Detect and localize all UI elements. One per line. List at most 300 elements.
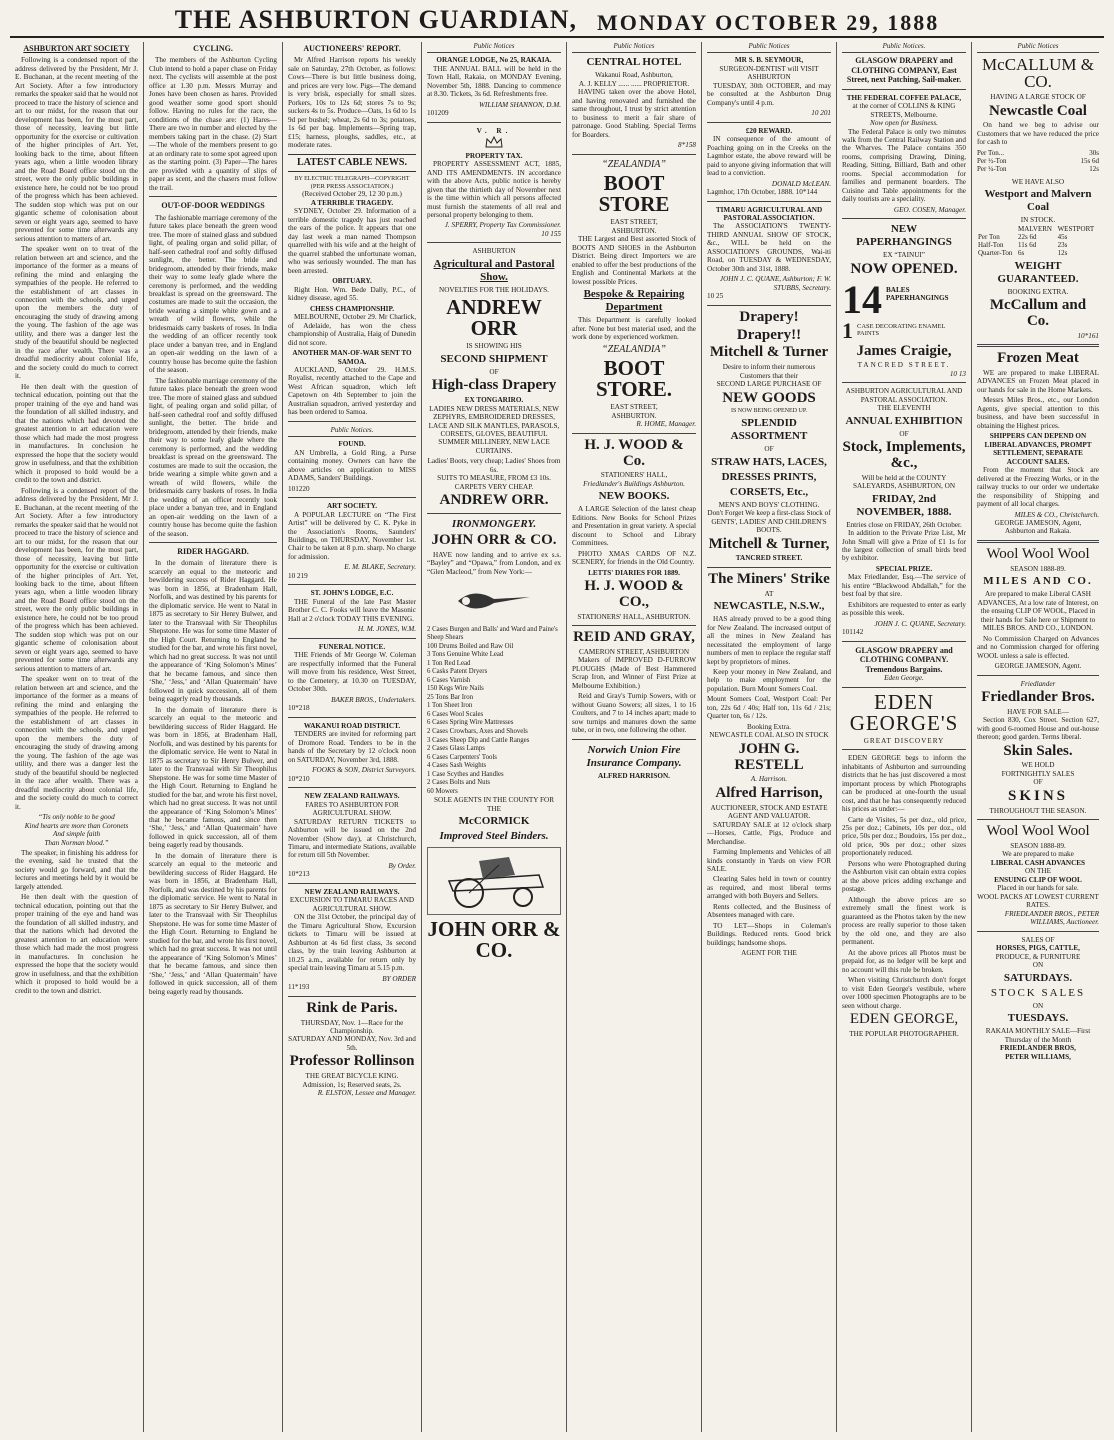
show-title: Agricultural and Pastoral Show. — [433, 257, 555, 283]
central-num: 8*158 — [678, 141, 696, 150]
is-now: IS NOW BEING OPENED UP. — [730, 408, 808, 415]
price-row — [977, 165, 1099, 173]
coffee-sig: GEO. COSEN, Manager. — [893, 205, 966, 214]
nzr2-sub: EXCURSION TO TIMARU RACES AND AGRICULTURAL SHOW. — [289, 896, 415, 913]
rider-text: In the domain of literature there is scarcely an equal to the meteoric and bewildering success of Rider Haggard. He was born in 1856, at Bradenham Hall, Norfolk, and was destined by his parents for the diplomatic service. He went to Natal in 1875 as secretary to Sir Henry Bulwer, and later to the Transvaal with Sir Theophilus Shepstone. He was for some time Master of the High Court. Returning to England he studied for the bar, and wrote his first novel, which had no great success. It was not until the appearance of ‘King Solomon’s Mines’ that he became famous, and since then ‘She,’ ‘Jess,’ and ‘Allan Quatermain’ have followed in quick succession, all of them being eagerly read by thousands. — [149, 559, 277, 704]
cable-received: (Received October 29, 12 30 p.m.) — [302, 190, 402, 199]
seymour-num: 10 201 — [811, 109, 831, 118]
bespoke-text: This Department is carefully looked after. None but best material used, and the work done by experienced workmen. — [572, 316, 696, 342]
hjw-2: H. J. WOOD & CO., — [584, 578, 684, 610]
eden-text: EDEN GEORGE begs to inform the inhabitants of Ashburton and surrounding districts that he has just discovered a most important process by which Photographs can be produced at one-fourth the usual cost, and that he has consequently reduced his prices as under:— — [842, 754, 966, 814]
also: WE HAVE ALSO — [1011, 177, 1065, 186]
annual-ex: ANNUAL EXHIBITION — [845, 414, 963, 427]
price-value: 15s 6d — [1080, 157, 1099, 166]
orr-second: SECOND SHIPMENT — [440, 352, 548, 365]
price-value: 12s — [1089, 165, 1099, 174]
divider — [427, 122, 561, 123]
agent-for: AGENT FOR THE — [741, 949, 797, 958]
of: OF — [1033, 778, 1043, 787]
list-item: 4 Cases Sash Weights — [427, 762, 487, 770]
found-num: 101220 — [288, 484, 310, 493]
ashburton: ASHBURTON. — [611, 226, 657, 235]
stock-sales: STOCK SALES — [990, 986, 1086, 999]
assoc-text: The ASSOCIATION'S TWENTY-THIRD ANNUAL SHOW OF STOCK, &c., WILL be held on the ASSOCIATION'S GROUNDS, Wai-iti Road, on TUESDAY & WEDNESDAY, October 30th and 31st, 1888. — [707, 222, 831, 273]
column-boot-store — [567, 42, 702, 1432]
divider — [842, 382, 966, 383]
poem — [15, 813, 138, 847]
special-title: SPECIAL PRIZE. — [875, 564, 933, 573]
drapery-2: Drapery!! — [736, 326, 802, 343]
table-cell: Half-Ton — [978, 241, 1004, 250]
jameson-town: Ashburton and Rakaia. — [1004, 527, 1072, 536]
commission: No Commission Charged on Advances and no Commission charged for offering WOOL unless a sale is effected. — [977, 634, 1099, 660]
lodge-sig: H. M. JONES, W.M. — [357, 625, 416, 634]
divider — [572, 625, 696, 626]
exhibitors-text: Exhibitors are requested to enter as early as possible this week. — [842, 600, 966, 618]
weddings-text-cont: The fashionable marriage ceremony of the future takes place beneath the green wood tree. The more of stained glass and subdued light, of pealing organ and solid pillar, of half-seen cathedral roof and softly diffused sunlight, the better. The bride and bridegroom, attended by their friends, make their way to some leafy glade where the ceremony is performed, and the wedding breakfast is spread on the greensward. The costumes are made to suit the occasion, the bride wearing a simple white gown and a wreath of wild flowers, while the bridesmaids carry baskets of roses. In India the wedding of an officer recently took place under a banyan tree, and in England an open-air wedding on the lawn of a country house has become quite the fashion of the season. — [149, 376, 277, 538]
auctioneers-text: Mr Alfred Harrison reports his weekly sale on Saturday, 27th October, as follows: Cows—There is but little business doing, and prices are very low. Pigs—The demand is very brisk, especially for small sizes. Porkers, 10s to 12s 6d; stores 7s to 9s; suckers 4s to 5s. Produce—Oats, 1s 6d to 1s 9d per bushel; wheat, 2s 6d to 3s; potatoes, 1s 6d per bag. Implements—Spring trap, £15; harness, ploughs, saddles, etc., at moderate rates. — [288, 56, 416, 150]
divider — [288, 717, 416, 718]
corsets: CORSETS, Etc., — [729, 485, 809, 498]
divider — [572, 739, 696, 740]
eleventh: THE ELEVENTH — [877, 404, 931, 413]
miles2-text: Are prepared to make Liberal CASH ADVANCES, At a low rate of Interest, on the ensuing CLIP OF WOOL, Placed in their hands for Sale here or Shipment to MILES BROS. AND CO., LONDON. — [977, 590, 1099, 633]
rink-line-2: SATURDAY AND MONDAY, Nov. 3rd and 5th. — [288, 1035, 416, 1052]
frozen-title: Frozen Meat — [997, 350, 1079, 366]
wool-title: Wool Wool Wool — [986, 545, 1090, 562]
one: 1 — [842, 317, 853, 343]
eden-text-3: Although the above prices are so extremely small the finest work is guaranteed as the Photos taken by the new process are really superior to those taken by the old one, and they are also permanent. — [842, 895, 966, 947]
hjw-sub: STATIONERS' HALL, — [600, 471, 668, 480]
artsoc-text: A POPULAR LECTURE on “The First Artist” will be delivered by C. K. Pyke in the Association's Rooms, Saunders' Buildings, on THURSDAY, November 1st. Chair to be taken at 8 p.m. sharp. No charge for admission. — [288, 510, 416, 561]
harrison-small: A. Harrison. — [750, 775, 788, 784]
friedlander-small: Friedlander — [1020, 679, 1056, 688]
on-2: ON — [1032, 1001, 1044, 1010]
orange-lodge-text: THE ANNUAL BALL will be held in the Town Hall, Rakaia, on MONDAY Evening, November 5th, 1888. Dancing to commence at 8.30. Tickets, 3s 6d. Refreshments free. — [427, 64, 561, 99]
season: SEASON 1888-89. — [1010, 564, 1066, 573]
column-exhibition — [837, 42, 972, 1432]
funeral-sig: BAKER BROS., Undertakers. — [331, 695, 416, 704]
orr-of: OF — [489, 367, 499, 376]
great-discovery: GREAT DISCOVERY — [863, 736, 945, 745]
central-text: HAVING taken over the above Hotel, and having renovated and furnished the same throughout, I trust by strict attention to business to merit a fair share of patronage. Good Stabling. Special Terms for Boarders. — [572, 88, 696, 139]
cycling-text: The members of the Ashburton Cycling Club intend to hold a paper chase on Friday next. The cyclists will assemble at the post office at 1.30 p.m. Messrs Murray and Jones have been chosen as hares. Provided good weather some good sport should follow. Having no rules for the race, the conditions of the chase are: (1) Hares—There are two in number and elected by the members taking part in the chase. (2) Start—The whole of the members present to go at an ordinary rate to some spot agreed upon as the starting point. (3) Paper—The hares are provided with a quantity of slips of paper as scent, and the chasers must follow the trail. — [149, 56, 277, 192]
bales: BALES PAPERHANGINGS — [886, 285, 949, 302]
boot-store: BOOT STORE — [598, 171, 670, 217]
art-society-closing: The speaker, in finishing his address for the evening, said he trusted that the society would go forward, and that the lectures and meetings held by it would be largely attended. — [15, 849, 138, 891]
table-cell: Quarter-Ton — [978, 249, 1013, 258]
list-item: 6 Cases Wool Scales — [427, 710, 484, 718]
east-street-2: EAST STREET, — [610, 403, 658, 412]
xmas-text: PHOTO XMAS CARDS OF N.Z. SCENERY, for friends in the Old Country. — [572, 549, 696, 567]
orr-carpets: CARPETS VERY CHEAP. — [454, 482, 534, 491]
dresses: DRESSES PRINTS, — [721, 470, 817, 483]
east-street: EAST STREET, — [610, 218, 658, 227]
artsoc-sig: E. M. BLAKE, Secretary. — [344, 563, 416, 572]
stock: Stock, Implements, &c., — [842, 439, 966, 471]
table-cell: 45s — [1057, 232, 1068, 241]
cycling-title: CYCLING. — [193, 44, 233, 53]
column-head: Public Notices — [427, 42, 561, 53]
mt-second: SECOND LARGE PURCHASE OF — [716, 380, 822, 389]
lodge-text: THE Funeral of the late Past Master Brother C. C. Fooks will leave the Masonic Hall at 2 o'clock TODAY THIS EVENING. — [288, 597, 416, 623]
produce: PRODUCE, & FURNITURE — [995, 952, 1081, 961]
boot-store-2: BOOT STORE. — [595, 356, 673, 402]
glasgow-title: GLASGOW DRAPERY and CLOTHING COMPANY, East Street, next Patching, Sail-maker. — [846, 56, 962, 85]
art-society-para-2-repeat: The speaker went on to treat of the relation between art and science, and the importance of the former as a means of refining the mind and enlarging the sympathies of the people. He referred to the establishment of art classes in connection with the schools, and urged upon the members the duty of encouraging the study of drawing among the young. The fashion of the age was utility, and there was a danger lest the study of the beautiful should be neglected in the race after wealth. There was a dreadful mediocrity about colonial life, and the society could do much to correct it. — [15, 675, 138, 811]
table-row — [977, 233, 1099, 241]
let-text: TO LET—Shops in Coleman's Buildings. Reduced rents. Good brick buildings; handsome shops. — [707, 921, 831, 947]
divider — [572, 154, 696, 155]
list-item: 1 Case Scythes and Handles — [427, 770, 504, 778]
reward-title: £20 REWARD. — [745, 126, 793, 135]
mt-title: Mitchell & Turner — [709, 344, 829, 361]
straw: STRAW HATS, LACES, — [711, 455, 827, 468]
orr-drapery: High-class Drapery — [431, 377, 557, 394]
public-notices-head: Public Notices. — [288, 426, 416, 437]
orr-big: ANDREW ORR — [446, 295, 542, 341]
clearing-text: Clearing Sales held in town or country as required, and most liberal terms arranged with both Buyers and Sellers. — [707, 875, 831, 901]
art-society-para-2: The speaker went on to treat of the relation between art and science, and the importance of the former as a means of refining the mind and enlarging the sympathies of the people. He referred to the establishment of art classes in connection with the schools, and urged upon the members the duty of encouraging the study of drawing among the young. The fashion of the age was utility, and there was a danger lest the study of the beautiful should be neglected in the race after wealth. There was a dreadful mediocrity about colonial life, and the society could do much to correct it. — [15, 245, 138, 381]
in-stock: IN STOCK. — [1020, 216, 1056, 225]
eden-text-4: At the above prices all Photos must be prepaid for, as no ledger will be kept and no account will this rule be broken. — [842, 948, 966, 974]
glasgow-2: GLASGOW DRAPERY and CLOTHING COMPANY. Tremendous Bargains. — [855, 645, 953, 674]
weight: WEIGHT GUARANTEED. — [997, 259, 1079, 285]
art-society-title: ASHBURTON ART SOCIETY — [23, 44, 130, 53]
list-item: 1 Ton Red Lead — [427, 659, 471, 667]
nzr2-headline: NEW ZEALAND RAILWAYS. — [304, 887, 400, 896]
mccormick: McCORMICK — [458, 815, 530, 828]
reward-sig: DONALD McLEAN. — [771, 179, 831, 188]
reid-text-2: Reid and Gray's Turnip Sowers, with or without Guano Sowers; all sizes, 1 to 16 Coulters, and 7 to 14 inches apart; made to sow turnips and manures down the same tube, or in two, one following the other. — [572, 692, 696, 735]
bales-row — [842, 276, 966, 322]
table-cell: Per Ton — [978, 232, 1000, 241]
coffee-open: Now open for Business. — [870, 119, 938, 128]
shears-icon — [427, 580, 561, 622]
wakanui-headline: WAKANUI ROAD DISTRICT. — [303, 721, 401, 730]
list-item: 2 Cases Burgen and Balls' and Ward and Paine's Sheep Shears — [427, 626, 558, 642]
price-label: Per ½-Ton — [977, 157, 1007, 166]
bespoke-title: Bespoke & Repairing Department — [583, 288, 685, 314]
eden-prices: Carte de Visites, 5s per doz., old price, 25s per doz.; Cabinets, 10s per doz., old price, 50s per doz.; Boudoirs, 15s per doz., old price, 90s per doz.; other sizes proportionately reduced. — [842, 815, 966, 858]
table-row — [977, 249, 1099, 257]
seymour-text: TUESDAY, 30th OCTOBER, and may be consulted at the Ashburton Drug Company's until 4 p.m. — [707, 81, 831, 107]
table-cell — [977, 225, 1017, 233]
divider — [288, 883, 416, 884]
mt-2: Mitchell & Turner, — [708, 535, 830, 552]
poem-line: Kind hearts are more than Coronets — [24, 821, 129, 830]
coffee-title: THE FEDERAL COFFEE PALACE, — [846, 93, 962, 102]
miles2-title: MILES AND CO. — [983, 575, 1093, 588]
price-row — [977, 149, 1099, 157]
boot-text: THE Largest and Best assorted Stock of BOOTS AND SHOES in the Ashburton District. Being direct Importers we are enabled to offer the best productions of the English and Continental Markets at the lowest possible Prices. — [572, 235, 696, 286]
tax-text: PROPERTY ASSESSMENT ACT, 1885, AND ITS AMENDMENTS. IN accordance with the above Acts, public notice is hereby given that the thirtieth day of November next is the time within which all persons affected must furnish the statements of all real and personal property belonging to them. — [427, 160, 561, 219]
orr-ex: EX TONGARIRO. — [464, 396, 524, 405]
table-cell: MALVERN — [1018, 224, 1052, 233]
list-item: 2 Cases Glass Lamps — [427, 745, 485, 753]
miles-sig: MILES & CO., Christchurch. — [1014, 510, 1099, 519]
central-prop: A. J. KELLY ...... ...... PROPRIETOR. — [578, 79, 690, 88]
assoc-sig: JOHN J. C. QUANE, Ashburton; F. W. STUBBS, Secretary. — [719, 275, 831, 292]
divider — [288, 638, 416, 639]
column-head: Public Notices — [977, 42, 1099, 53]
rider-text-cont: In the domain of literature there is scarcely an equal to the meteoric and bewildering success of Rider Haggard. He was born in 1856, at Bradenham Hall, Norfolk, and was destined by his parents for the diplomatic service. He went to Natal in 1875 as secretary to Sir Henry Bulwer, and later to the Transvaal with Sir Theophilus Shepstone. He was for some time Master of the High Court. Returning to England he studied for the bar, and wrote his first novel, which had no great success. It was not until the appearance of ‘King Solomon’s Mines’ that he became famous, and since then ‘She,’ ‘Jess,’ and ‘Allan Quatermain’ have followed in quick succession, all of them being eagerly read by thousands. — [149, 705, 277, 850]
newcastle-coal: Newcastle Coal — [989, 102, 1087, 119]
will-be: Will be held at the COUNTY SALEYARDS, ASHBURTON, ON — [852, 473, 956, 491]
coal-text: Keep your money in New Zealand, and help to make employment for the population. Burn Mount Somers Coal. — [707, 667, 831, 693]
fourteen: 14 — [842, 276, 882, 322]
wakanui-text: TENDERS are invited for reforming part of Dromore Road. Tenders to be in the hands of the Secretary by 12 o'clock noon on SATURDAY, November 3rd, 1888. — [288, 730, 416, 764]
packs: WOOL PACKS AT LOWEST CURRENT RATES. — [977, 892, 1099, 910]
newcastle: NEWCASTLE, N.S.W., — [713, 600, 825, 613]
reward-text: IN consequence of the amount of Poaching going on in the Creeks on the Lagmhor estate, the above reward will be paid to anyone giving information that will lead to a conviction. — [707, 135, 831, 178]
jameson-2: GEORGE JAMESON, Agent. — [994, 662, 1082, 671]
column-head: Public Notices — [707, 42, 831, 53]
friday: FRIDAY, 2nd NOVEMBER, 1888. — [856, 492, 952, 518]
prizes-text: In addition to the Private Prize List, Mr John Small will give a Prize of £1 1s for the largest collection of small birds bred by exhibitor. — [842, 529, 966, 563]
paper-title: NEW PAPERHANGINGS — [856, 223, 952, 249]
joc-title: JOHN ORR & CO. — [431, 532, 557, 549]
mccallum-title: McCALLUM & CO. — [982, 55, 1094, 92]
divider — [842, 687, 966, 688]
tax-sig: J. SPERRY, Property Tax Commissioner. — [444, 221, 561, 230]
placed: Placed in our hands for sale. — [997, 884, 1079, 893]
divider — [427, 513, 561, 514]
having: HAVING A LARGE STOCK OF — [990, 93, 1086, 102]
nzr2-text: ON the 31st October, the principal day of the Timaru Agricultural Show, Excursion tickets to Timaru will be issued at Ashburton at 4s 6d first class, 3s second class, by the train leaving Ashburton at 10.25 a.m., available for return only by special train leaving Timaru at 5.15 p.m. — [288, 913, 416, 973]
vr-line: V. R. — [476, 126, 512, 135]
tax-headline: PROPERTY TAX. — [465, 151, 523, 160]
booking: BOOKING EXTRA. — [1007, 287, 1069, 296]
drapery-1: Drapery! — [739, 308, 799, 325]
case: CASE DECORATING ENAMEL PAINTS — [857, 322, 946, 338]
new-goods: NEW GOODS — [722, 389, 816, 406]
divider — [977, 540, 1099, 543]
cable-press: (PER PRESS ASSOCIATION.) — [310, 182, 394, 190]
tax-num: 10 155 — [541, 229, 561, 238]
divider — [288, 787, 416, 788]
tuesdays: TUESDAYS. — [1007, 1012, 1069, 1025]
wool-2-title: Wool Wool Wool — [986, 823, 1090, 840]
farming-text: Farming Implements and Vehicles of all kinds constantly in Yards on view FOR SALE. — [707, 848, 831, 873]
wakanui-num: 10*210 — [288, 774, 310, 783]
divider — [977, 675, 1099, 676]
miners-text: HAS already proved to be a good thing for New Zealand. The increased output of all the mines in New Zealand has necessitated the employment of large numbers of men to replace the regular staff kept by proprietors of mines. — [707, 615, 831, 666]
orr-boots: Ladies' Boots, very cheap; Ladies' Shoes from 6s. — [427, 457, 561, 474]
ironmongery-title: IRONMONGERY. — [451, 518, 537, 531]
sales-of: SALES OF — [1021, 935, 1055, 944]
divider — [842, 749, 966, 750]
mccallum-2: McCallum and Co. — [989, 297, 1087, 329]
frozen-text: WE are prepared to make LIBERAL ADVANCES on Frozen Meat placed in our hands for sale in the Home Markets. — [977, 368, 1099, 394]
reid-text: Makers of IMPROVED D-FURROW PLOUGHS (Made of Best Hammered Scrap Iron, and Winner of First Prize at Melbourne Exhibition.) — [572, 656, 696, 690]
price-label: Per ¼-Ton — [977, 165, 1007, 174]
alfred-bottom: ALFRED HARRISON. — [598, 771, 670, 780]
newcastle-coal: NEWCASTLE COAL ALSO IN STOCK — [709, 731, 829, 740]
nzr1-sub: FARES TO ASHBURTON FOR AGRICULTURAL SHOW. — [305, 800, 399, 818]
orange-lodge-headline: ORANGE LODGE, No 25, RAKAIA. — [436, 56, 552, 65]
divider — [707, 201, 831, 202]
list-item: 2 Cases Bolts and Nuts — [427, 779, 491, 787]
divider — [707, 567, 831, 568]
weddings-title: OUT-OF-DOOR WEDDINGS — [161, 201, 265, 211]
auctioneers-title: AUCTIONEERS' REPORT. — [303, 44, 401, 53]
rink-headline: Rink de Paris. — [306, 999, 398, 1016]
special-text: Max Friedlander, Esq.—The service of his entire “Blackwood Abdallah,” for the best foal by that sire. — [842, 573, 966, 599]
mc-num: 10*161 — [1077, 331, 1099, 340]
list-item: 1 Ton Sheet Iron — [427, 702, 473, 710]
sale-text: SATURDAY SALE at 12 o'clock sharp—Horses, Cattle, Pigs, Produce and Merchandise. — [707, 820, 831, 846]
poem-line: Than Norman blood.” — [44, 838, 109, 847]
coal-table — [977, 225, 1099, 258]
newspaper-date: MONDAY OCTOBER 29, 1888 — [597, 10, 940, 36]
alfred-sub: AUCTIONEER, STOCK AND ESTATE AGENT AND VALUATOR. — [710, 803, 828, 821]
manowar-headline: ANOTHER MAN-OF-WAR SENT TO SAMOA. — [292, 349, 412, 366]
list-item: 60 Mowers — [427, 787, 458, 795]
case-row — [842, 317, 966, 343]
paper-ex: EX “TAINUI” — [883, 251, 925, 260]
divider — [149, 542, 277, 543]
seymour-title: MR S. B. SEYMOUR, — [734, 56, 804, 65]
weddings-text: The fashionable marriage ceremony of the future takes place beneath the green wood tree. The more of stained glass and subdued light, of pealing organ and solid pillar, of half-seen cathedral roof and softly diffused sunlight, the better. The bride and bridegroom, attended by their friends, make their way to some leafy glade where the ceremony is performed, and the wedding breakfast is spread on the greensward. The costumes are made to suit the occasion, the bride wearing a simple white gown and a wreath of wild flowers, while the bridesmaids carry baskets of roses. In India the wedding of an officer recently took place under a banyan tree, and in England an open-air wedding on the lawn of a country house has become quite the fashion of the season. — [149, 213, 277, 375]
eden-title: EDEN GEORGE'S — [849, 689, 959, 735]
column-news — [283, 42, 422, 1432]
columns — [10, 42, 1104, 1432]
column-cycling — [144, 42, 283, 1432]
divider — [288, 497, 416, 498]
column-head: Public Notices — [572, 42, 696, 53]
joc-items — [427, 626, 561, 795]
price-value: 30s — [1089, 148, 1099, 157]
booking: Booking Extra. — [747, 722, 791, 731]
now-opened: NOW OPENED. — [850, 260, 958, 277]
rink-professor: Professor Rollinson — [289, 1053, 415, 1070]
nzr1-headline: NEW ZEALAND RAILWAYS. — [304, 792, 400, 801]
divider — [572, 433, 696, 434]
sections: Section 830, Cox Street. Section 627, with good 6-roomed House and out-house thereon; good garden. Terms liberal. — [977, 716, 1099, 742]
miners-title: The Miners' Strike — [708, 570, 830, 587]
obituary-text: Right Hon. Wm. Bede Dally, P.C., of kidney disease, aged 55. — [288, 285, 416, 303]
list-item: 6 Cases Varnish — [427, 676, 471, 684]
of: OF — [899, 429, 909, 438]
at: AT — [764, 589, 774, 598]
artsoc-headline: ART SOCIETY. — [326, 502, 378, 511]
cable-title: LATEST CABLE NEWS. — [288, 154, 416, 172]
sole-agents: SOLE AGENTS IN THE COUNTY FOR THE — [434, 796, 554, 813]
eden-small: Eden George. — [884, 674, 924, 683]
of-1: OF — [764, 445, 774, 454]
orange-lodge-sig: WILLIAM SHANNON, D.M. — [478, 100, 561, 109]
divider — [427, 242, 561, 243]
eden-text-2: Persons who were Photographed during the Ashburton visit can obtain extra copies at the above prices adding exchange and postage. — [842, 859, 966, 894]
newspaper-title: THE ASHBURTON GUARDIAN, — [174, 5, 578, 35]
popular: THE POPULAR PHOTOGRAPHER. — [849, 1029, 959, 1038]
have-sale: HAVE FOR SALE— — [1007, 707, 1069, 716]
nzr1-sig: By Order. — [388, 861, 416, 870]
divider — [977, 931, 1099, 932]
list-item: 150 Kegs Wire Nails — [427, 685, 484, 693]
divider — [707, 305, 831, 306]
joc-bottom: JOHN ORR & CO. — [427, 917, 561, 963]
zealandia-2: “ZEALANDIA” — [602, 343, 666, 355]
letts-text: LETTS' DIARIES FOR 1889. — [588, 568, 680, 577]
zealandia: “ZEALANDIA” — [602, 158, 666, 170]
from-text: From the moment that Stock are delivered at the Freezing Works, or in the railway trucks to our order we undertake the responsibility of Shipping and payment of all local charges. — [977, 466, 1099, 509]
central-sub: Wakanui Road, Ashburton, — [595, 71, 673, 80]
ensuing: ENSUING CLIP OF WOOL — [994, 875, 1082, 884]
table-row — [977, 241, 1099, 249]
books-title: NEW BOOKS. — [598, 490, 670, 503]
orr-list: LADIES NEW DRESS MATERIALS, NEW ZEPHYRS, EMBROIDERED DRESSES, LACE AND SILK MANTLES, PARASOLS, CORSETS, GLOVES, BEAUTIFUL SUMMER MILLINERY, NEW LACE CURTAINS. — [428, 404, 560, 455]
holiday-line: NOVELTIES FOR THE HOLIDAYS. — [439, 285, 549, 294]
chess-headline: CHESS CHAMPIONSHIP. — [309, 304, 394, 313]
assoc-title: TIMARU AGRICULTURAL AND PASTORAL ASSOCIATION. — [715, 205, 823, 222]
column-head: Public Notices. — [842, 42, 966, 53]
eden-text-5: When visiting Christchurch don't forget to visit Eden George's vestibule, where over 1000 specimen Photographs are to be seen without charge. — [842, 976, 966, 1010]
table-row — [977, 225, 1099, 233]
westport: Westport and Malvern Coal — [984, 188, 1092, 214]
mens: MEN'S AND BOYS' CLOTHING. — [718, 500, 820, 509]
nzr2-sig: BY ORDER — [382, 974, 416, 983]
tancred: TANCRED STREET. — [857, 361, 951, 370]
cable-headline-1: A TERRIBLE TRAGEDY. — [310, 198, 394, 207]
boot-sig: R. HOME, Manager. — [636, 420, 696, 429]
friedlander-title: Friedlander Bros. — [981, 689, 1095, 705]
miles-text: Messrs Miles Bros., etc., our London Agents, give special attention to this business, and have been successful in obtaining the Highest prices. — [977, 396, 1099, 430]
reid-title: REID AND GRAY, — [573, 629, 695, 646]
divider — [842, 641, 966, 642]
art-society-para-1-repeat: Following is a condensed report of the address delivered by the President, Mr J. E. Buchanan, at the recent meeting of the Art Society. After a few introductory remarks the speaker said that he would not proceed to trace the history of science and art to our midst, for the reason that our development has been, for the most part, those of necessity, leaving but little opportunity for the exercise or cultivation of the higher principles of Art. Yet, looking back to the time, about fifteen years ago, when a little wooden library and the Road Board office stood on the street, were the only public buildings in existence here, he could not be too proud of the progress which has been achieved. The sudden stop which was put on our gigantic scheme of colonisation about seven or eight years ago, seemed to have prevented for some time afterwards any serious attention to matters of art. — [15, 486, 138, 673]
liberal: LIBERAL CASH ADVANCES — [990, 858, 1086, 867]
found-text: AN Umbrella, a Gold Ring, a Purse containing money. Owners can have the above articles on application to MISS ADAMS, Sanders' Buildings. — [288, 448, 416, 483]
mt-text: Desire to inform their numerous Customers that their — [722, 363, 816, 380]
divider — [149, 196, 277, 197]
table-cell: 22s 6d — [1018, 232, 1037, 241]
nzr1-text: SATURDAY RETURN TICKETS to Ashburton will be issued on the 2nd November (Show day), at Christchurch, Timaru, and intermediate Stations, available for return till 5th November. — [288, 817, 416, 860]
seymour-town: ASHBURTON — [747, 73, 791, 82]
tancred: TANCRED STREET. — [735, 554, 803, 563]
pw-bottom: PETER WILLIAMS, — [1005, 1052, 1071, 1061]
list-item: 6 Cases Carpenters' Tools — [427, 753, 497, 761]
list-item: 6 Casks Patent Dryers — [427, 668, 488, 676]
column-art-society — [10, 42, 144, 1432]
binders: Improved Steel Binders. — [439, 830, 549, 843]
art-society-para-3: He then dealt with the question of technical education, pointing out that the proper training of the eye and hand was the foundation of all skilled industry, and that the nations which had devoted the greatest attention to art education were those which had made the most progress in manufactures. In conclusion he expressed the hope that the society would grow in usefulness, and that the exhibition which it proposed to hold would be a credit to the town and district. — [15, 382, 138, 485]
season-2: SEASON 1888-89. — [1010, 841, 1066, 850]
orr-suits: SUITS TO MEASURE, FROM £3 10s. — [437, 474, 551, 483]
craigie-num: 10 13 — [949, 369, 966, 378]
orange-lodge-num: 101209 — [427, 109, 449, 118]
art-society-para-3-repeat: He then dealt with the question of technical education, pointing out that the proper training of the eye and hand was the foundation of all skilled industry, and that the nations which had devoted the greatest attention to art education were those which had made the most progress in manufactures. In conclusion he expressed the hope that the society would grow in usefulness, and that the exhibition which it proposed to hold would be a credit to the town and district. — [15, 893, 138, 995]
rider-text-cont-2: In the domain of literature there is scarcely an equal to the meteoric and bewildering success of Rider Haggard. He was born in 1856, at Bradenham Hall, Norfolk, and was destined by his parents for the diplomatic service. He went to Natal in 1875 as secretary to Sir Henry Bulwer, and later to the Transvaal with Sir Theophilus Shepstone. He was for some time Master of the High Court. Returning to England he studied for the bar, and wrote his first novel, which had no great success. It was not until the appearance of ‘King Solomon’s Mines’ that he became famous, and since then ‘She,’ ‘Jess,’ and ‘Allan Quatermain’ have followed in quick succession, all of them being eagerly read by thousands. — [149, 851, 277, 996]
show-society: ASHBURTON — [472, 247, 516, 256]
art-society-para-1: Following is a condensed report of the address delivered by the President, Mr J. E. Buchanan, at the recent meeting of the Art Society. After a few introductory remarks the speaker said that he would not proceed to trace the history of science and art to our midst, for the reason that our development has been, for the most part, those of necessity, leaving but little opportunity for the exercise or cultivation of the higher principles of Art. Yet, looking back to the time, about fifteen years ago, when a little wooden library and the Road Board office stood on the street, were the only public buildings in existence here, he could not be too proud of the progress which has been achieved. The sudden stop which was put on our gigantic scheme of colonisation about seven or eight years ago, seemed to have prevented for some time afterwards any serious attention to matters of art. — [15, 56, 138, 243]
column-mitchell — [702, 42, 837, 1432]
column-mccallum — [972, 42, 1104, 1432]
norwich: Norwich Union Fire Insurance Company. — [586, 743, 682, 769]
throughout: THROUGHOUT THE SEASON. — [989, 806, 1087, 815]
list-item: 25 Tons Bar Iron — [427, 693, 474, 701]
skin-title: Skin Sales. — [1003, 742, 1073, 759]
hjw-2-sub: STATIONERS' HALL, ASHBURTON. — [577, 612, 691, 621]
rink-line-3: THE GREAT BICYCLE KING. — [305, 1072, 399, 1081]
eden-big: EDEN GEORGE, — [849, 1011, 959, 1028]
divider — [288, 996, 416, 997]
rider-title: RIDER HAGGARD. — [177, 547, 249, 557]
rakaia: RAKAIA MONTHLY SALE—First Thursday of the Month — [985, 1027, 1091, 1044]
shippers: SHIPPERS CAN DEPEND ON LIBERAL ADVANCES, PROMPT SETTLEMENT, SEPARATE ACCOUNT SALES. — [984, 432, 1092, 466]
table-cell: 11s 6d — [1018, 241, 1037, 250]
